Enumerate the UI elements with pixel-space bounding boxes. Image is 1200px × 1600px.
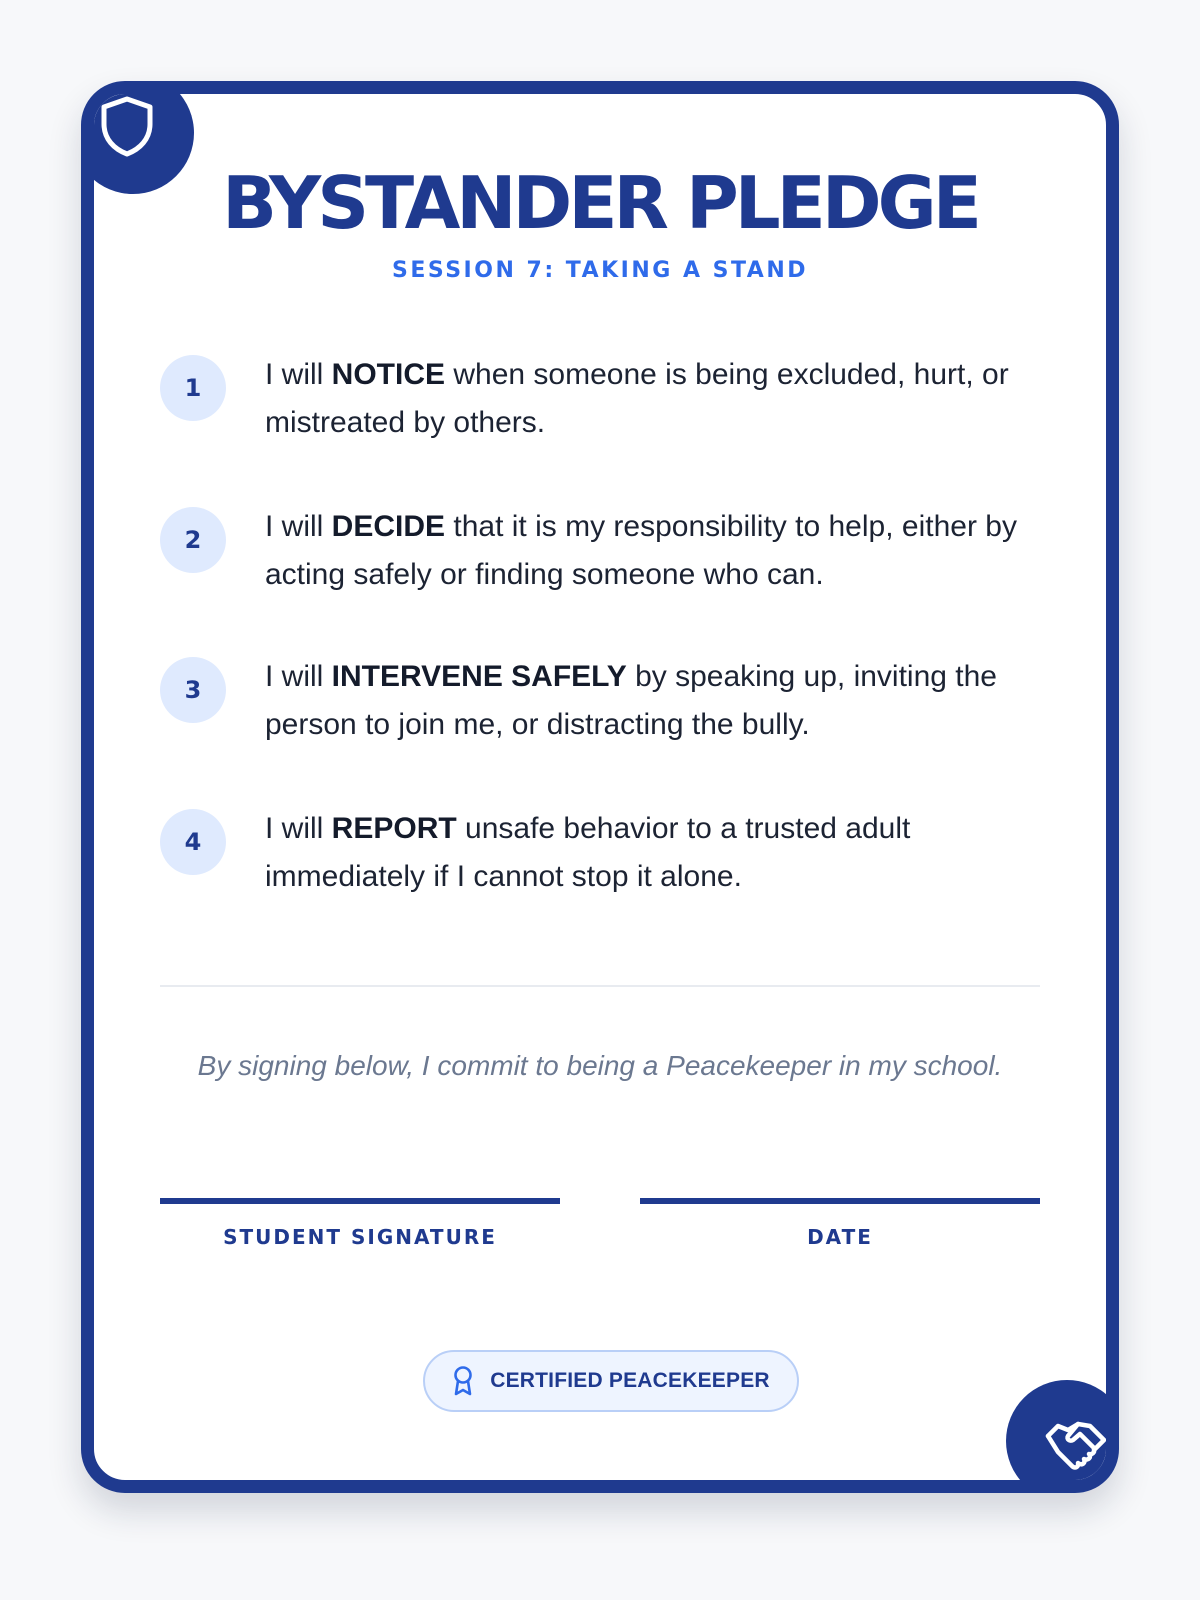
handshake-icon [1044, 1414, 1108, 1474]
pledge-prefix: I will [265, 510, 332, 543]
certified-badge-label: CERTIFIED PEACEKEEPER [490, 1369, 770, 1392]
page-title: BYSTANDER PLEDGE [222, 161, 978, 245]
shield-icon [98, 94, 156, 158]
pledge-keyword: NOTICE [331, 358, 446, 391]
pledge-prefix: I will [265, 660, 332, 693]
pledge-rest: by speaking up, inviting the person to join me, or distracting the bully. [265, 660, 997, 741]
pledge-number: 4 [160, 809, 226, 875]
pledge-rest: that it is my responsibility to help, either by acting safely or finding someone who can. [265, 510, 1017, 591]
pledge-keyword: REPORT [331, 812, 457, 845]
pledge-text [265, 653, 1040, 749]
pledge-prefix: I will [265, 358, 332, 391]
pledge-number: 1 [160, 355, 226, 421]
pledge-text [265, 351, 1040, 447]
pledge-prefix: I will [265, 812, 332, 845]
commitment-text: By signing below, I commit to being a Peacekeeper in my school. [197, 1050, 1003, 1081]
date-label: DATE [807, 1225, 873, 1249]
pledge-number: 2 [160, 507, 226, 573]
signature-line[interactable] [160, 1198, 560, 1204]
pledge-keyword: DECIDE [331, 510, 446, 543]
page-subtitle: SESSION 7: TAKING A STAND [391, 258, 808, 283]
signature-label: STUDENT SIGNATURE [223, 1225, 497, 1249]
date-line[interactable] [640, 1198, 1040, 1204]
divider [160, 985, 1040, 987]
certified-badge [423, 1350, 799, 1412]
pledge-number: 3 [160, 657, 226, 723]
pledge-text [265, 503, 1040, 599]
pledge-keyword: INTERVENE SAFELY [331, 660, 627, 693]
pledge-rest: unsafe behavior to a trusted adult immediately if I cannot stop it alone. [265, 812, 911, 893]
pledge-text [265, 805, 1040, 901]
corner-badge-bottom-right [1006, 1380, 1119, 1493]
pledge-rest: when someone is being excluded, hurt, or mistreated by others. [265, 358, 1009, 439]
award-ribbon-icon [452, 1365, 474, 1397]
pledge-card [81, 81, 1119, 1493]
